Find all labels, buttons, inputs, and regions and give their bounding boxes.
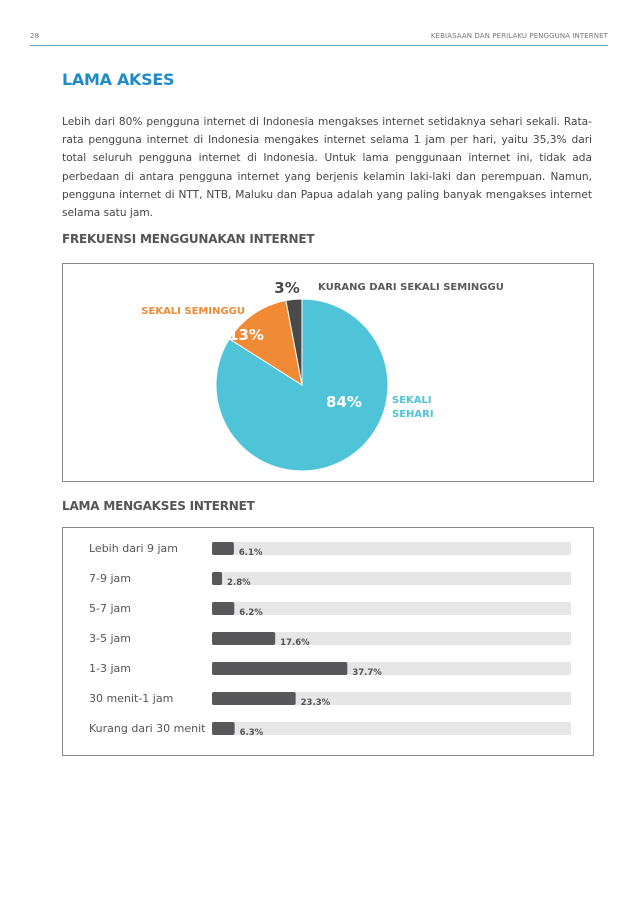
bar-30-menit-1-jam (212, 692, 296, 705)
pie-chart (63, 264, 593, 481)
bar-value-label: 2.8% (227, 578, 251, 588)
pie-category-label-sekali-sehari: SEKALI SEHARI (392, 395, 434, 420)
bar-track (212, 542, 571, 555)
bar-category-label: 3-5 jam (89, 632, 131, 645)
bar-category-label: 5-7 jam (89, 602, 131, 615)
pie-chart-title: FREKUENSI MENGGUNAKAN INTERNET (62, 232, 315, 246)
bar-track (212, 602, 571, 615)
bar-lebih-dari-9-jam (212, 542, 234, 555)
pie-chart-box (62, 263, 594, 482)
header-rule (30, 45, 608, 46)
bar-3-5-jam (212, 632, 275, 645)
bar-value-label: 17.6% (280, 638, 310, 648)
bar-value-label: 6.3% (239, 728, 264, 738)
bar-1-3-jam (212, 662, 347, 675)
pie-category-label-sekali-seminggu: SEKALI SEMINGGU (141, 306, 245, 317)
bar-category-label: 1-3 jam (89, 662, 131, 675)
bar-kurang-dari-30-menit (212, 722, 235, 735)
page-number: 28 (30, 32, 39, 40)
bar-5-7-jam (212, 602, 234, 615)
bar-category-label: 7-9 jam (89, 572, 131, 585)
pie-percent-label-sekali-sehari: 84% (326, 393, 362, 411)
bar-value-label: 37.7% (352, 668, 382, 678)
bar-chart-box (62, 527, 594, 756)
section-title: LAMA AKSES (62, 70, 175, 89)
pie-category-label-kurang-dari-sekali-seminggu: KURANG DARI SEKALI SEMINGGU (318, 282, 504, 293)
bar-category-label: Kurang dari 30 menit (89, 722, 206, 735)
pie-percent-label-kurang-dari-sekali-seminggu: 3% (274, 279, 300, 297)
running-title: KEBIASAAN DAN PERILAKU PENGGUNA INTERNET (430, 32, 608, 40)
bar-chart (63, 528, 593, 755)
bar-value-label: 6.2% (239, 608, 263, 618)
bar-value-label: 23.3% (300, 698, 331, 708)
bar-7-9-jam (212, 572, 222, 585)
bar-track (212, 572, 571, 585)
intro-paragraph: Lebih dari 80% pengguna internet di Indonesia mengakses internet setidaknya sehari sekali. Rata-rata pengguna internet di Indonesia mengakes internet selama 1 jam per hari, yaitu 35,3% dari total seluruh pengguna internet di Indonesia. Untuk lama penggunaan internet ini, tidak ada perbedaan di antara pengguna internet yang berjenis kelamin laki-laki dan perempuan. Namun, pengguna internet di NTT, NTB, Maluku dan Papua adalah yang paling banyak mengakses internet selama satu jam. (62, 116, 592, 220)
pie-percent-label-sekali-seminggu: 13% (228, 326, 264, 344)
bar-track (212, 722, 571, 735)
bar-category-label: 30 menit-1 jam (89, 692, 174, 705)
bar-chart-title: LAMA MENGAKSES INTERNET (62, 499, 255, 513)
bar-value-label: 6.1% (238, 548, 263, 558)
page-header (30, 30, 608, 44)
bar-category-label: Lebih dari 9 jam (89, 542, 179, 555)
